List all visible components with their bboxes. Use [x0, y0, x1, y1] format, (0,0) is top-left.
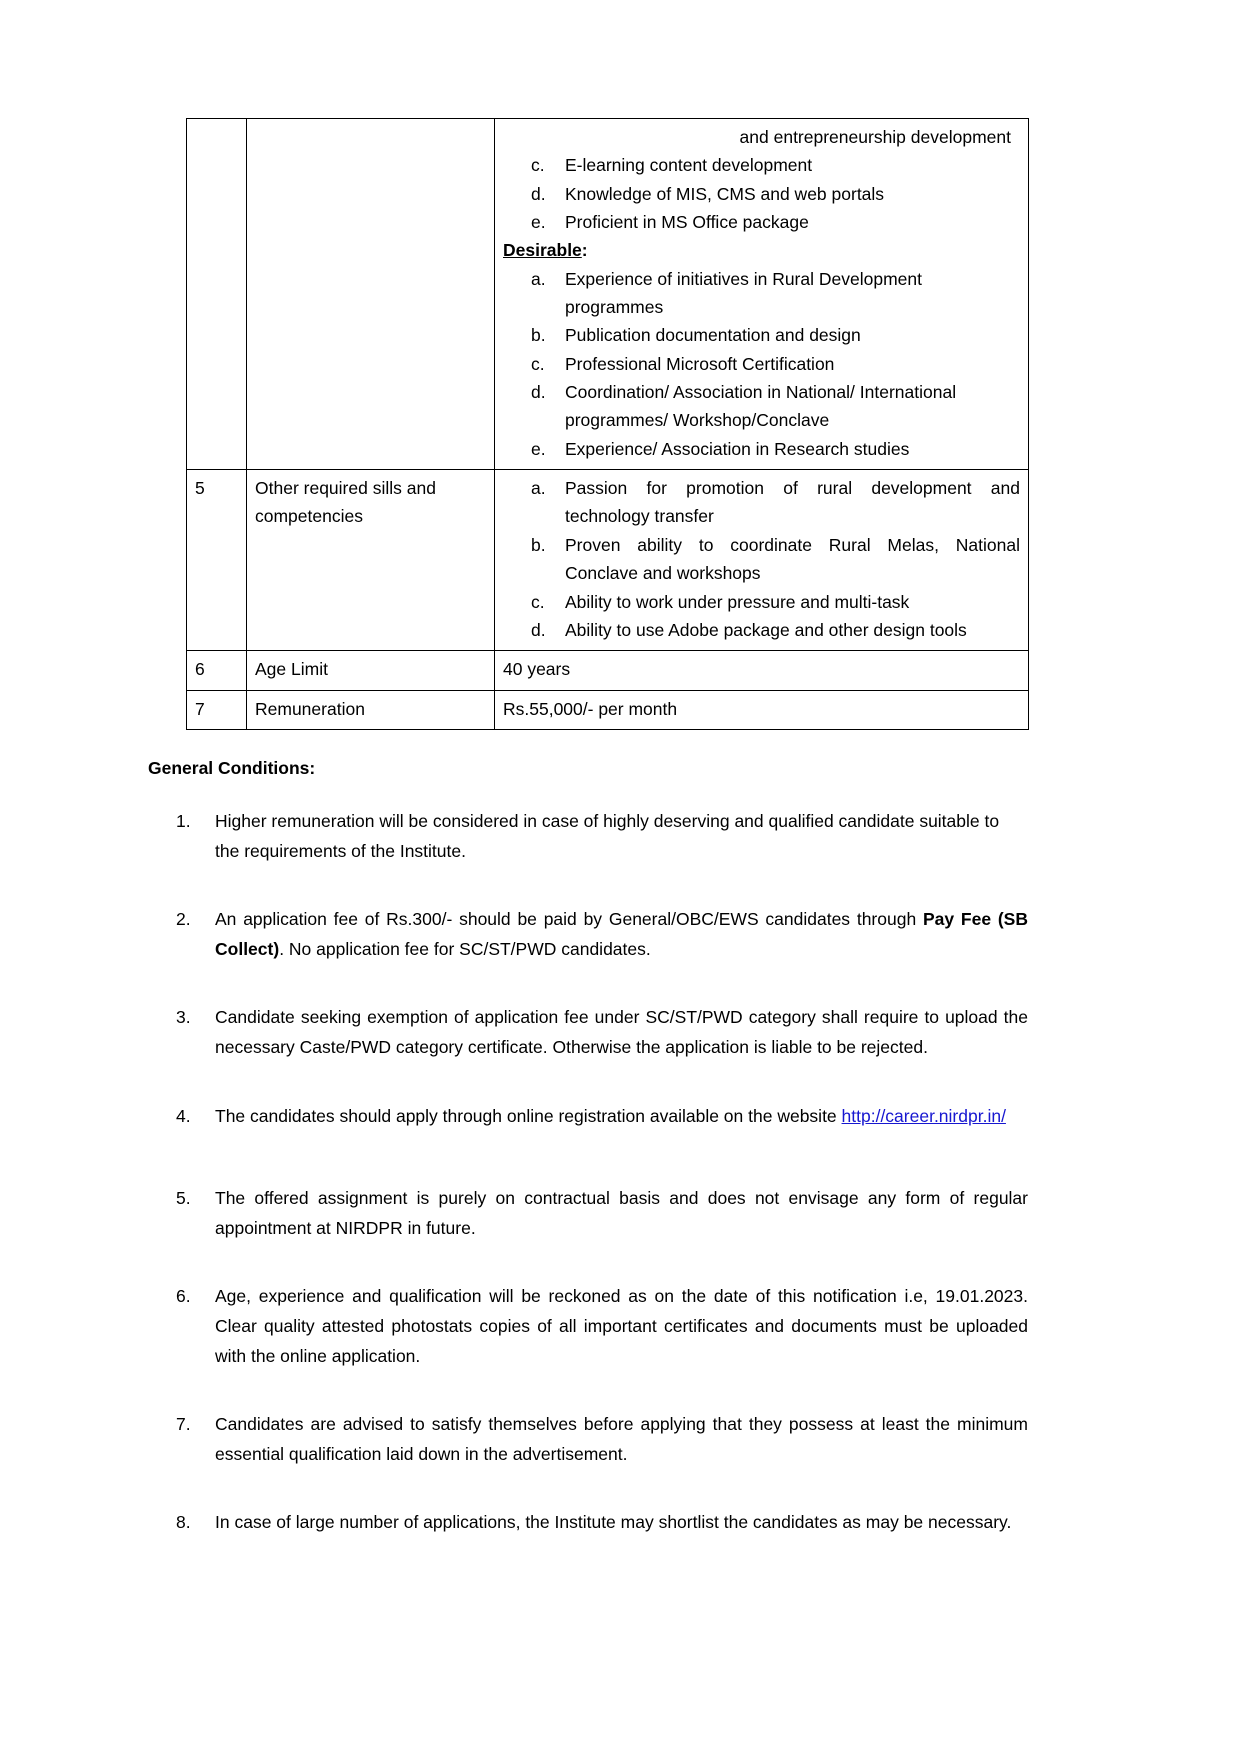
desirable-heading-colon: : [581, 240, 588, 261]
website-text: The candidates should apply through online registration available on the website [215, 1105, 842, 1126]
list-number: 7. [176, 1414, 191, 1435]
list-marker: a. [531, 268, 546, 289]
list-item [176, 1281, 1028, 1371]
list-text: Knowledge of MIS, CMS and web portals [565, 183, 885, 204]
list-item [503, 588, 1020, 616]
list-item [176, 1409, 1028, 1469]
list-marker: b. [531, 325, 546, 346]
row-sno-cell: 7 [187, 690, 247, 729]
list-item [503, 616, 1020, 644]
fee-text-part-2: . No application fee for SC/ST/PWD candidates. [279, 939, 651, 960]
list-text: Publication documentation and design [565, 325, 861, 346]
list-number: 2. [176, 909, 191, 930]
list-marker: d. [531, 382, 546, 403]
list-marker: e. [531, 438, 546, 459]
list-text: In case of large number of applications, the Institute may shortlist the candidates as may be necessary. [215, 1512, 1012, 1533]
table-row [187, 470, 1029, 651]
row-label-cell [247, 119, 495, 470]
list-marker: a. [531, 478, 546, 499]
table-row [187, 690, 1029, 729]
row-sno-cell [187, 119, 247, 470]
pay-fee-bold: Pay Fee (SB Collect) [215, 909, 1028, 960]
list-item [176, 1507, 1028, 1537]
list-text: Passion for promotion of rural development and technology transfer [565, 478, 1020, 527]
row-sno-cell: 5 [187, 470, 247, 651]
row-label-cell: Remuneration [247, 690, 495, 729]
desirable-heading [503, 236, 1020, 264]
list-text: Proficient in MS Office package [565, 212, 809, 233]
list-text: Candidate seeking exemption of application fee under SC/ST/PWD category shall require to upload the necessary Caste/PWD category certificate. Otherwise the application is liable to be rejected. [215, 1007, 1028, 1058]
list-text: The offered assignment is purely on contractual basis and does not envisage any form of regular appointment at NIRDPR in future. [215, 1187, 1028, 1238]
list-text: Experience/ Association in Research studies [565, 438, 910, 459]
table-row [187, 651, 1029, 690]
list-item [503, 151, 1020, 179]
list-text: Ability to work under pressure and multi-task [565, 591, 910, 612]
list-text: Experience of initiatives in Rural Development programmes [565, 268, 922, 318]
list-item [176, 1101, 1028, 1131]
requirements-table [186, 118, 1029, 730]
row-value-cell [495, 470, 1029, 651]
list-item [176, 1002, 1028, 1062]
row-label-cell: Other required sills and competencies [247, 470, 495, 651]
list-item [176, 806, 1028, 866]
list-text: Coordination/ Association in National/ International programmes/ Workshop/Conclave [565, 382, 957, 431]
list-text: Ability to use Adobe package and other design tools [565, 619, 967, 640]
list-number: 8. [176, 1512, 191, 1533]
list-text: Candidates are advised to satisfy themselves before applying that they possess at least the minimum essential qualification laid down in the advertisement. [215, 1414, 1028, 1465]
list-item [503, 321, 1020, 349]
fee-text-part-1: An application fee of Rs.300/- should be paid by General/OBC/EWS candidates through [215, 909, 923, 930]
row-value-cell [495, 119, 1029, 470]
list-marker: e. [531, 212, 546, 233]
list-text: E-learning content development [565, 155, 813, 176]
general-conditions-list [176, 806, 1028, 1559]
desirable-list [503, 265, 1020, 463]
list-item [176, 904, 1028, 964]
list-item [503, 378, 1020, 435]
list-item [503, 265, 1020, 322]
list-text: Proven ability to coordinate Rural Melas, National Conclave and workshops [565, 534, 1020, 584]
list-number: 1. [176, 811, 191, 831]
desirable-heading-underline: Desirable [503, 240, 582, 261]
list-text: Higher remuneration will be considered in case of highly deserving and qualified candidate suitable to the requirements of the Institute. [215, 811, 1000, 862]
list-text: Age, experience and qualification will be reckoned as on the date of this notification i.e, 19.01.2023. Clear quality attested photostats copies of all important certificates and documents must be uploaded with the online application. [215, 1285, 1028, 1367]
list-item [503, 531, 1020, 588]
list-item [503, 435, 1020, 463]
row-value-cell: 40 years [495, 651, 1029, 690]
list-number: 3. [176, 1007, 191, 1028]
list-number: 6. [176, 1285, 191, 1306]
list-text: Professional Microsoft Certification [565, 353, 835, 374]
continuation-line: and entrepreneurship development [739, 127, 1011, 147]
career-portal-link[interactable]: http://career.nirdpr.in/ [841, 1105, 1006, 1126]
general-conditions-title: General Conditions: [148, 758, 316, 778]
list-marker: c. [531, 591, 545, 612]
list-marker: c. [531, 353, 545, 374]
row-sno-cell: 6 [187, 651, 247, 690]
list-marker: d. [531, 619, 546, 640]
skills-list [503, 474, 1020, 644]
row-value-cell: Rs.55,000/- per month [495, 690, 1029, 729]
list-item [503, 208, 1020, 236]
list-number: 5. [176, 1187, 191, 1208]
essential-list [503, 151, 1020, 236]
list-number: 4. [176, 1105, 191, 1126]
list-text [215, 904, 1028, 964]
list-marker: b. [531, 534, 546, 555]
list-marker: c. [531, 155, 545, 176]
table-row [187, 119, 1029, 470]
list-item [503, 350, 1020, 378]
row-label-cell: Age Limit [247, 651, 495, 690]
list-item [176, 1183, 1028, 1243]
list-marker: d. [531, 183, 546, 204]
list-item [503, 180, 1020, 208]
list-text [215, 1101, 1028, 1131]
list-item [503, 474, 1020, 531]
